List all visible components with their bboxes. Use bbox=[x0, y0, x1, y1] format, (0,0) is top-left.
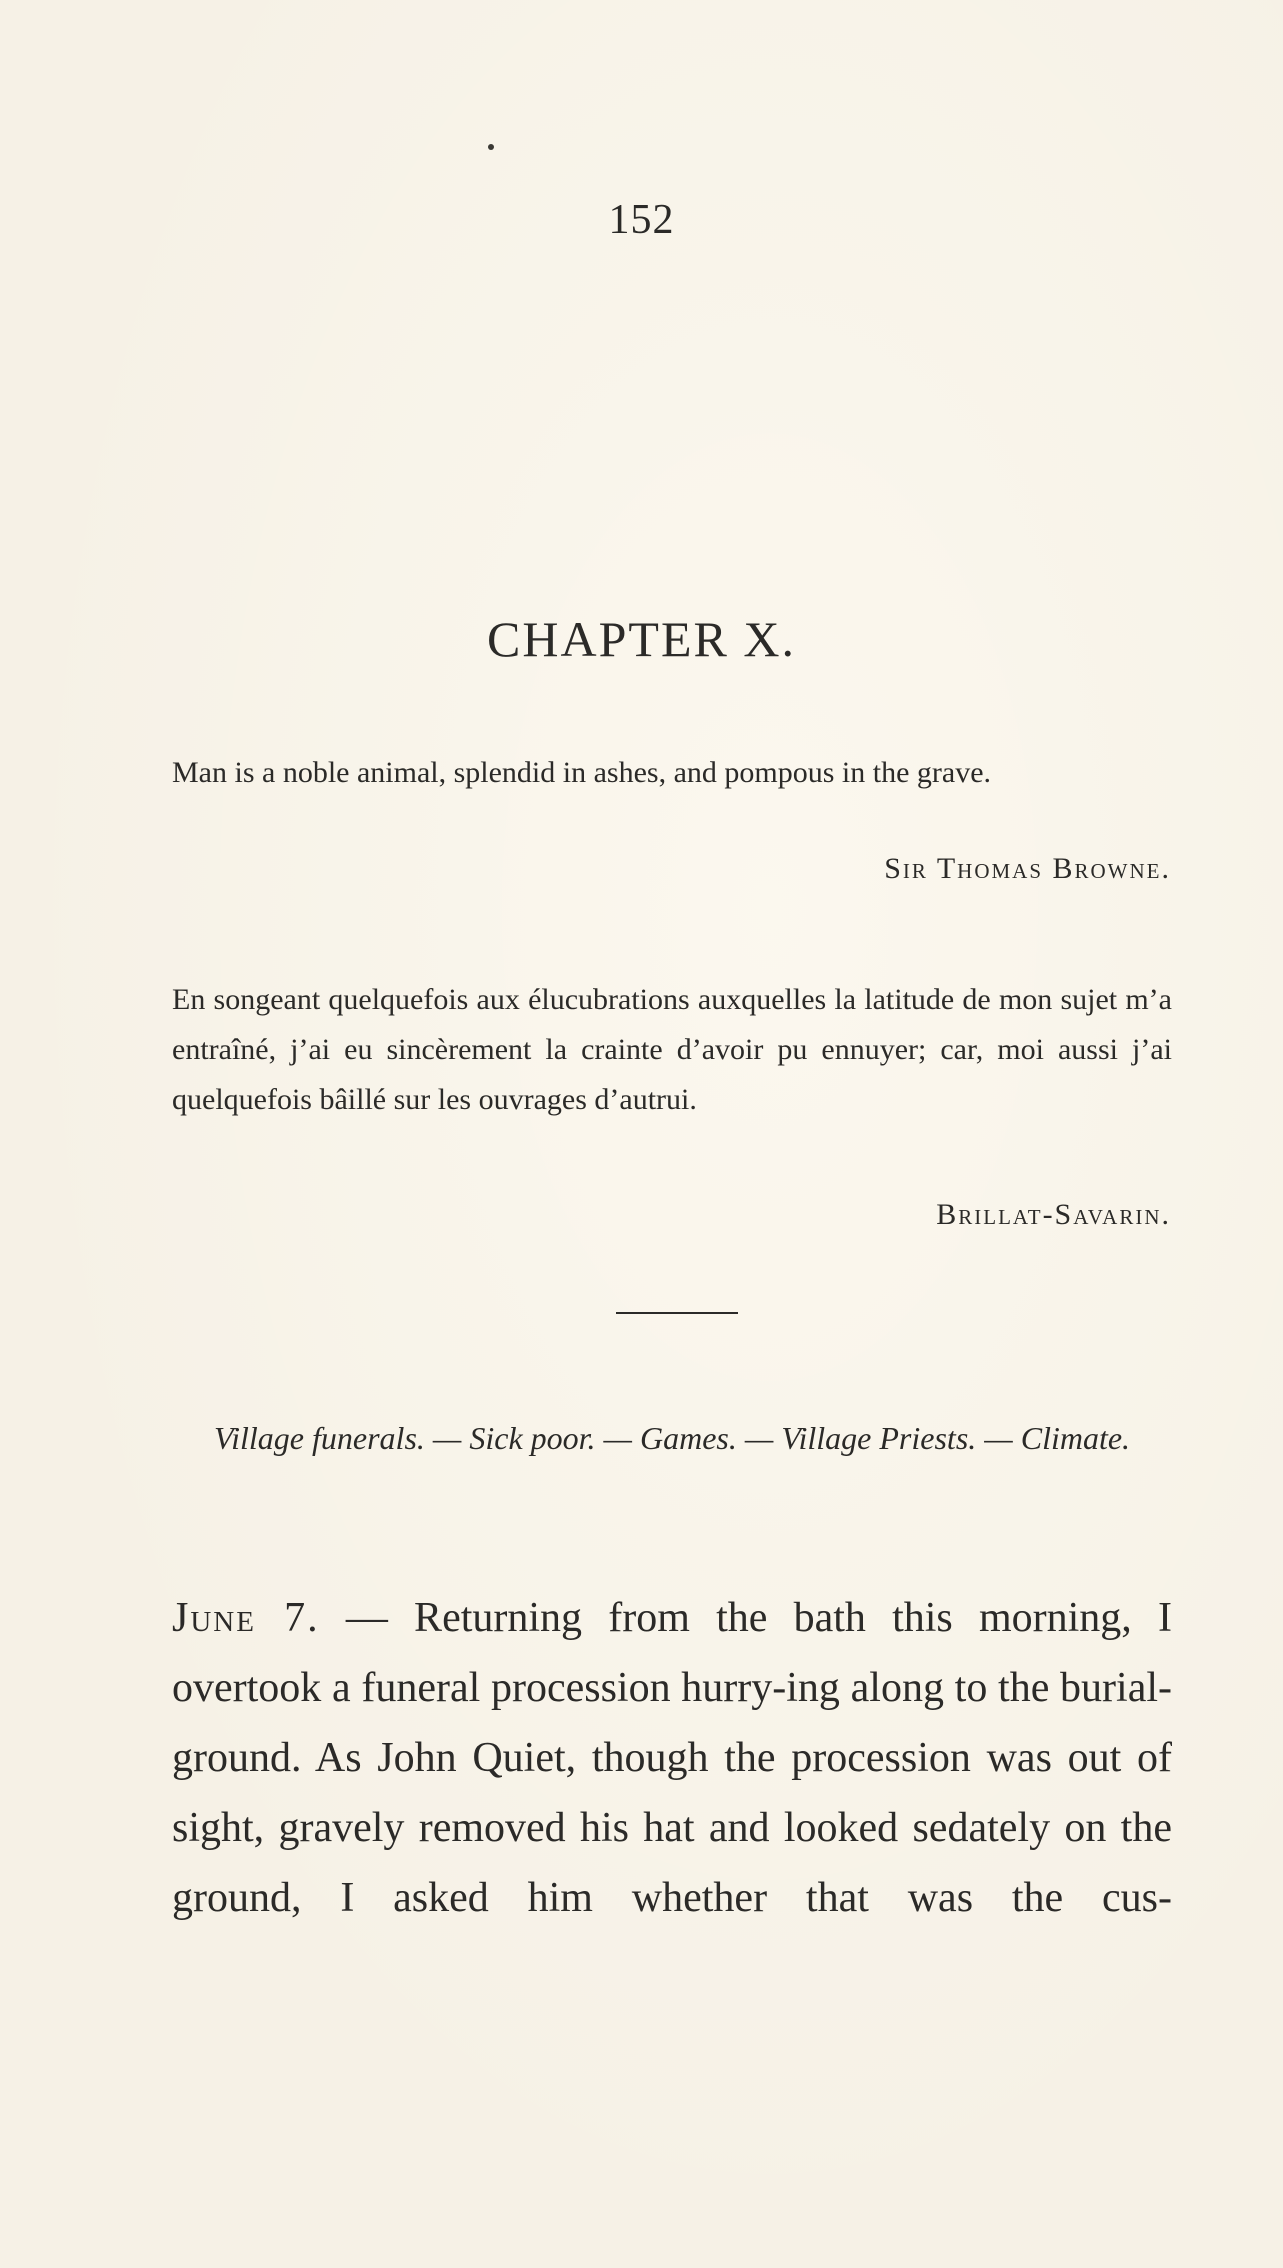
epigraph-quote: En songeant quelquefois aux élucubrations auxquelles la latitude de mon sujet m’a entraîné, j’ai eu sincèrement la crainte d’avoir pu ennuyer; car, moi aussi j’ai quelquefois bâillé sur les ouvrages d’autrui. bbox=[172, 983, 1172, 1116]
epigraph-quote: Man is a noble animal, splendid in ashes, and pompous in the grave. bbox=[172, 756, 992, 789]
page-number: 152 bbox=[608, 197, 675, 243]
date-lead: June 7. bbox=[172, 1595, 320, 1641]
ink-speck bbox=[488, 144, 494, 150]
chapter-heading: CHAPTER X. bbox=[487, 611, 796, 667]
chapter-summary: Village funerals. — Sick poor. — Games. — Village Priests. — Climate. bbox=[213, 1420, 1131, 1456]
paragraph-text: — Returning from the bath this morning, I overtook a funeral procession hurry-ing along to the burial-ground. As John Quiet, though the procession was out of sight, gravely removed his hat and looked sedately on the ground, I asked him whether that was the cus- bbox=[172, 1595, 1172, 1921]
body-paragraph bbox=[172, 1583, 1172, 1933]
section-divider bbox=[616, 1312, 738, 1314]
epigraph-attribution: Brillat-Savarin. bbox=[936, 1198, 1171, 1231]
epigraph-attribution: Sir Thomas Browne. bbox=[884, 852, 1171, 885]
